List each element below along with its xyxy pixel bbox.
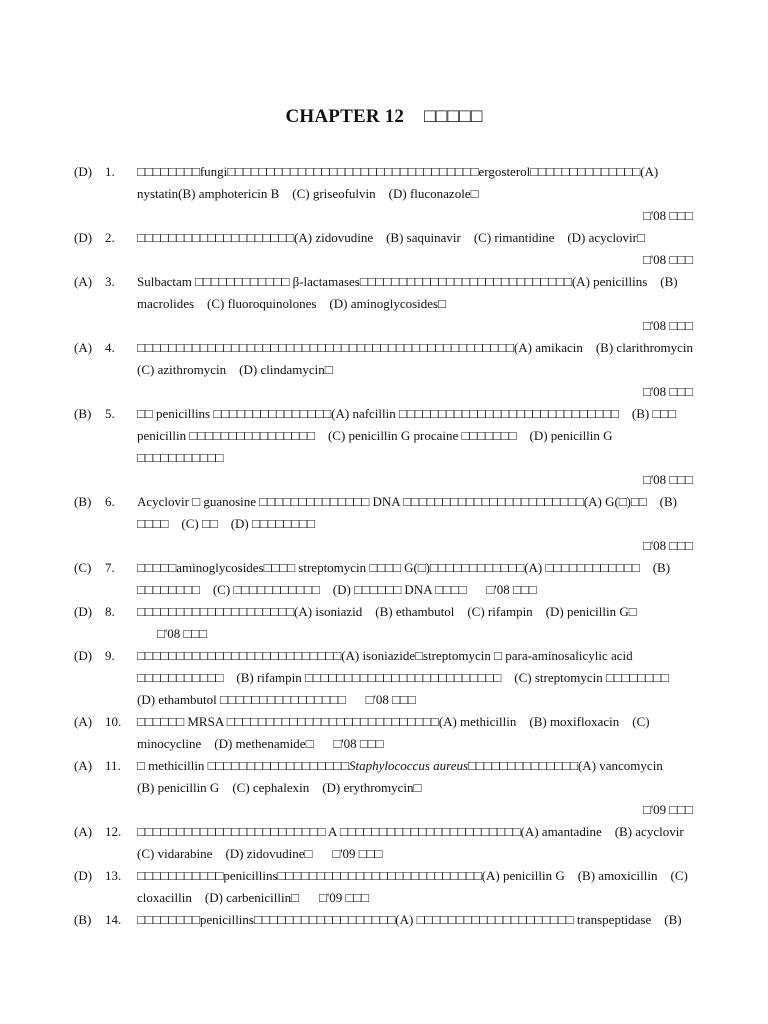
question-stem: □□□□□□□□□□□□□□□□□□□□(A) isoniazid (B) ethambutol (C) rifampin (D) penicillin G□: [137, 604, 637, 619]
question-stem: □□□□□aminoglycosides□□□□ streptomycin □□□□ G(□)□□□□□□□□□□□□(A) □□□□□□□□□□□□ (B) □□□□□□□□ (C) □□□□□□□□□□□ (D) □□□□□□ DNA □□□□: [137, 560, 671, 597]
question-source: □'08 □□□: [157, 626, 208, 641]
question-text: [137, 337, 706, 381]
question-stem: □□ penicillins □□□□□□□□□□□□□□□(A) nafcillin □□□□□□□□□□□□□□□□□□□□□□□□□□□□ (B) □□□ penicillin □□□□□□□□□□□□□□□□ (C) penicillin G procaine □□□□□□□ (D) penicillin G □□□□□□□□□□□: [137, 406, 676, 465]
question-source: □'08 □□□: [486, 582, 537, 597]
question-number: 3.: [105, 274, 115, 289]
question-number: 2.: [105, 230, 115, 245]
question-stem: Acyclovir □ guanosine □□□□□□□□□□□□□□ DNA □□□□□□□□□□□□□□□□□□□□□□□(A) G(□)□□ (B) □□□□ (C) □□ (D) □□□□□□□□: [137, 494, 677, 531]
answer-key: (B): [74, 912, 92, 927]
question-text: [137, 161, 693, 205]
question-number: 4.: [105, 340, 115, 355]
question-item: [0, 227, 768, 271]
question-stem: Sulbactam □□□□□□□□□□□□ β-lactamases□□□□□□□□□□□□□□□□□□□□□□□□□□□(A) penicillins (B) macrolides (C) fluoroquinolones (D) aminoglycosides□: [137, 274, 678, 311]
page-title: [0, 106, 768, 128]
answer-key: (A): [74, 340, 93, 355]
question-stem: □□□□□□□□□□□penicillins□□□□□□□□□□□□□□□□□□□□□□□□□□(A) penicillin G (B) amoxicillin (C) cloxacillin (D) carbenicillin□: [137, 868, 688, 905]
question-source: □'08 □□□: [642, 208, 693, 223]
question-text: [137, 601, 693, 645]
question-item: [0, 403, 768, 491]
question-text: [137, 227, 693, 249]
question-number: 13.: [105, 868, 122, 883]
answer-key: (D): [74, 604, 93, 619]
answer-key: (A): [74, 714, 93, 729]
question-list: [0, 161, 768, 931]
answer-key: (D): [74, 648, 93, 663]
question-number: 7.: [105, 560, 115, 575]
chapter-subject: □□□□□: [424, 106, 483, 127]
question-source: □'08 □□□: [642, 472, 693, 487]
question-source: □'08 □□□: [642, 538, 693, 553]
question-source: □'08 □□□: [642, 384, 693, 399]
question-stem: □ methicillin □□□□□□□□□□□□□□□□□□: [137, 758, 350, 773]
question-item: [0, 865, 768, 909]
question-number: 10.: [105, 714, 122, 729]
question-text: [137, 403, 693, 469]
question-number: 14.: [105, 912, 122, 927]
question-stem: □□□□□□□□□□□□□□□□□□□□□□□□ A □□□□□□□□□□□□□□□□□□□□□□□(A) amantadine (B) acyclovir (C) vidarabine (D) zidovudine□: [137, 824, 697, 861]
question-item: [0, 645, 768, 711]
question-item: [0, 711, 768, 755]
question-item: [0, 557, 768, 601]
question-source: □'09 □□□: [319, 890, 370, 905]
answer-key: (A): [74, 758, 93, 773]
question-number: 11.: [105, 758, 121, 773]
answer-key: (D): [74, 868, 93, 883]
answer-key: (C): [74, 560, 92, 575]
question-number: 5.: [105, 406, 115, 421]
answer-key: (B): [74, 494, 92, 509]
question-number: 1.: [105, 164, 115, 179]
answer-key: (D): [74, 164, 93, 179]
answer-key: (B): [74, 406, 92, 421]
question-text: [137, 645, 693, 711]
question-source: □'08 □□□: [642, 252, 693, 267]
question-item: [0, 161, 768, 227]
chapter-label: CHAPTER 12: [285, 106, 405, 127]
question-item: [0, 271, 768, 337]
question-stem: □□□□□□□□fungi□□□□□□□□□□□□□□□□□□□□□□□□□□□□□□□□ergosterol□□□□□□□□□□□□□□(A) nystatin(B) amphotericin B (C) griseofulvin (D) fluconazole□: [137, 164, 659, 201]
question-stem: □□□□□□□□□□□□□□□□□□□□□□□□□□□□□□□□□□□□□□□□□□□□□□□□(A) amikacin (B) clarithromycin (C) azithromycin (D) clindamycin□: [137, 340, 706, 377]
question-item: [0, 337, 768, 403]
answer-key: (A): [74, 274, 93, 289]
question-source: □'08 □□□: [333, 736, 384, 751]
species-name: Staphylococcus aureus: [349, 758, 469, 773]
question-item: [0, 755, 768, 821]
question-item: [0, 491, 768, 557]
question-number: 12.: [105, 824, 122, 839]
question-text: [137, 711, 693, 755]
question-text: [137, 909, 693, 931]
question-number: 9.: [105, 648, 115, 663]
question-source: □'09 □□□: [642, 802, 693, 817]
question-stem-continued: □□□□□□□□□□□□□□(A) vancomycin (B) penicillin G (C) cephalexin (D) erythromycin□: [137, 758, 676, 795]
question-text: [137, 491, 693, 535]
question-text: [137, 271, 693, 315]
question-stem: □□□□□□□□□□□□□□□□□□□□□□□□□□(A) isoniazide□streptomycin □ para-aminosalicylic acid □□□□□□□□□□□ (B) rifampin □□□□□□□□□□□□□□□□□□□□□□□□□ (C) streptomycin □□□□□□□□ (D) ethambutol □□□□□□□□□□□□□□□□: [137, 648, 682, 707]
question-number: 6.: [105, 494, 115, 509]
question-text: [137, 865, 693, 909]
question-item: [0, 909, 768, 931]
question-item: [0, 601, 768, 645]
question-stem: □□□□□□□□penicillins□□□□□□□□□□□□□□□□□□(A) □□□□□□□□□□□□□□□□□□□□ transpeptidase (B): [137, 912, 682, 927]
question-source: □'08 □□□: [365, 692, 416, 707]
question-stem: □□□□□□ MRSA □□□□□□□□□□□□□□□□□□□□□□□□□□□(A) methicillin (B) moxifloxacin (C) minocycline (D) methenamide□: [137, 714, 650, 751]
question-source: □'08 □□□: [642, 318, 693, 333]
answer-key: (A): [74, 824, 93, 839]
answer-key: (D): [74, 230, 93, 245]
question-text: [137, 821, 697, 865]
question-stem: □□□□□□□□□□□□□□□□□□□□(A) zidovudine (B) saquinavir (C) rimantidine (D) acyclovir□: [137, 230, 645, 245]
question-text: [137, 557, 693, 601]
question-item: [0, 821, 768, 865]
question-source: □'09 □□□: [332, 846, 383, 861]
question-number: 8.: [105, 604, 115, 619]
question-text: [137, 755, 693, 799]
